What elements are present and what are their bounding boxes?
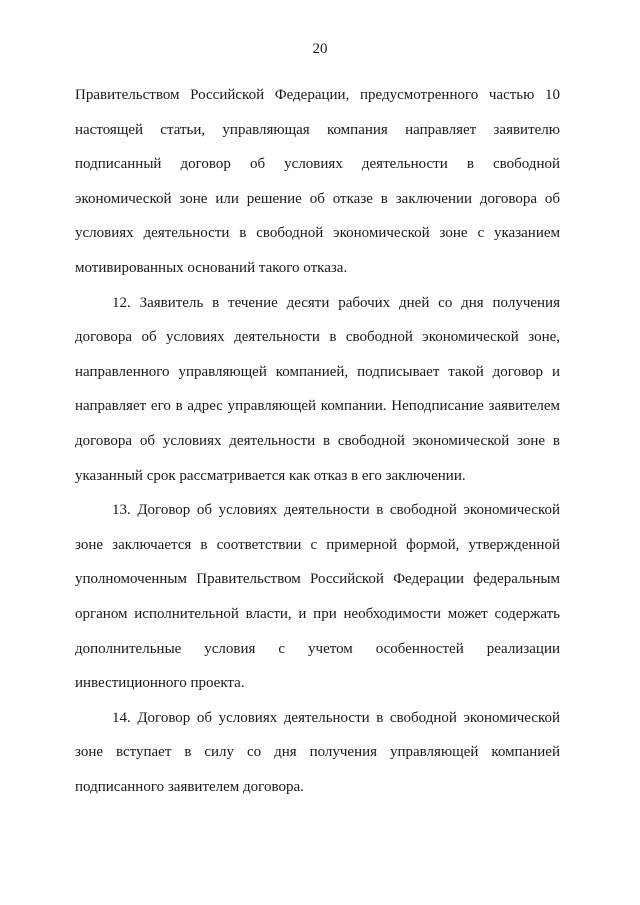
page-number: 20 bbox=[312, 41, 328, 57]
paragraph-12: 12. Заявитель в течение десяти рабочих дней со дня получения договора об условиях деятельности в свободной экономической зоне, направленного управляющей компанией, подписывает такой договор и направляет его в адрес управляющей компании. Неподписание заявителем договора об условиях деятельности в свободной экономической зоне в указанный срок рассматривается как отказ в его заключении. bbox=[75, 294, 560, 484]
paragraph-continuation: Правительством Российской Федерации, предусмотренного частью 10 настоящей статьи, управляющая компания направляет заявителю подписанный договор об условиях деятельности в свободной экономической зоне или решение об отказе в заключении договора об условиях деятельности в свободной экономической зоне с указанием мотивированных оснований такого отказа. bbox=[75, 87, 560, 276]
paragraph-13: 13. Договор об условиях деятельности в свободной экономической зоне заключается в соответствии с примерной формой, утвержденной уполномоченным Правительством Российской Федерации федеральным органом исполнительной власти, и при необходимости может содержать дополнительные условия с учетом особенностей реализации инвестиционного проекта. bbox=[75, 502, 560, 692]
paragraph-14: 14. Договор об условиях деятельности в свободной экономической зоне вступает в силу со дня получения управляющей компанией подписанного заявителем договора. bbox=[75, 709, 560, 795]
document-body bbox=[75, 78, 560, 804]
